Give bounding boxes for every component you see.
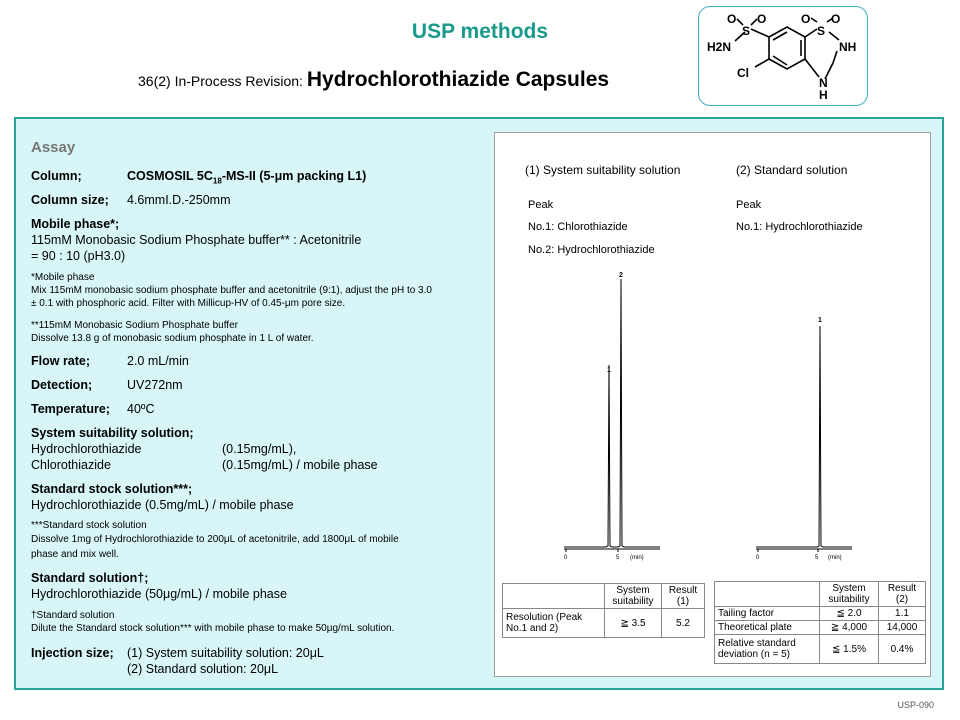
column-value-sub: 18 (212, 176, 222, 186)
detection-value: UV272nm (127, 378, 183, 392)
stock-value: Hydrochlorothiazide (0.5mg/mL) / mobile phase (31, 498, 294, 512)
table-header-cell: System suitability (820, 582, 879, 607)
chrom-left-tick-5: 5 (616, 555, 620, 561)
table-cell: ≦ 2.0 (820, 607, 879, 621)
table-cell: Tailing factor (715, 607, 820, 621)
column-value-post: -MS-II (5-μm packing L1) (221, 169, 367, 183)
atom-nh: NH (839, 40, 857, 54)
table-header-row (715, 582, 926, 607)
table-cell: ≦ 1.5% (820, 635, 879, 664)
chrom-left-peak-label-1: 1 (607, 367, 611, 374)
temperature-value: 40ºC (127, 402, 155, 416)
atom-s1: S (742, 24, 751, 38)
column-value (127, 169, 366, 186)
note-buffer-text: Dissolve 13.8 g of monobasic sodium phosphate in 1 L of water. (31, 333, 314, 344)
mobile-phase-label: Mobile phase*; (31, 217, 120, 231)
atom-nh2: H2N (707, 40, 732, 54)
table-cell (715, 582, 820, 607)
chrom-left-axis-unit: (min) (630, 555, 644, 561)
chrom-left-peak-heading: Peak (528, 199, 554, 211)
note-std-text: Dilute the Standard stock solution*** with mobile phase to make 50μg/mL solution. (31, 623, 395, 634)
table-header-row (503, 584, 705, 609)
table-row (715, 621, 926, 635)
note-stock-title: ***Standard stock solution (31, 520, 147, 531)
atom-cl: Cl (737, 66, 749, 80)
chromatogram-right (752, 310, 862, 565)
injection-value1: (1) System suitability solution: 20μL (127, 646, 324, 660)
table-cell: 14,000 (879, 621, 926, 635)
detection-label: Detection; (31, 378, 93, 392)
column-size-value: 4.6mmI.D.-250mm (127, 193, 231, 207)
chrom-right-tick-0: 0 (756, 555, 760, 561)
atom-o3: O (801, 12, 811, 26)
injection-value2: (2) Standard solution: 20μL (127, 662, 279, 676)
chrom-left-peak2: No.2: Hydrochlorothiazide (528, 244, 655, 256)
table-cell: Theoretical plate (715, 621, 820, 635)
note-stock-text2: phase and mix well. (31, 549, 119, 560)
stock-label: Standard stock solution***; (31, 482, 193, 496)
atom-h: H (819, 88, 828, 102)
table-cell: 0.4% (879, 635, 926, 664)
chrom-left-peak-label-2: 2 (619, 272, 623, 279)
chrom-right-tick-5: 5 (815, 555, 819, 561)
std-label: Standard solution†; (31, 571, 149, 585)
sss-item2-name: Chlorothiazide (31, 458, 111, 472)
table-header-cell: System suitability (605, 584, 662, 609)
injection-label: Injection size; (31, 646, 114, 660)
results-table-left (502, 583, 705, 638)
table-cell (503, 584, 605, 609)
atom-n: N (819, 76, 828, 90)
note-buffer-title: **115mM Monobasic Sodium Phosphate buffer (31, 320, 238, 331)
sss-item1-conc: (0.15mg/mL), (222, 442, 297, 456)
chromatogram-left (560, 265, 670, 565)
chrom-left-title: (1) System suitability solution (525, 163, 681, 177)
page-title: USP methods (411, 20, 549, 43)
sss-label: System suitability solution; (31, 426, 194, 440)
hydrochlorothiazide-structure (699, 7, 867, 105)
table-cell: ≧ 3.5 (605, 609, 662, 638)
table-cell: ≧ 4,000 (820, 621, 879, 635)
note-std-title: †Standard solution (31, 610, 115, 621)
column-value-pre: COSMOSIL 5C (127, 169, 213, 183)
chrom-left-peak1: No.1: Chlorothiazide (528, 221, 628, 233)
chrom-right-peak-label-1: 1 (818, 317, 822, 324)
note-mobile-text2: ± 0.1 with phosphoric acid. Filter with Millicup-HV of 0.45-μm pore size. (31, 298, 346, 309)
results-table-right (714, 581, 926, 664)
subtitle-prefix: 36(2) In-Process Revision: (138, 73, 307, 89)
note-mobile-text1: Mix 115mM monobasic sodium phosphate buffer and acetonitrile (9:1), adjust the pH to 3.0 (31, 285, 432, 296)
chrom-left-tick-0: 0 (564, 555, 568, 561)
table-header-cell: Result (2) (879, 582, 926, 607)
table-header-cell: Result (1) (662, 584, 705, 609)
chrom-right-peak-heading: Peak (736, 199, 762, 211)
column-size-label: Column size; (31, 193, 109, 207)
subtitle-main: Hydrochlorothiazide Capsules (306, 68, 610, 91)
table-row (715, 635, 926, 664)
chrom-left-trace (564, 279, 660, 547)
table-cell: Relative standard deviation (n = 5) (715, 635, 820, 664)
assay-heading: Assay (31, 139, 76, 156)
page-subtitle (138, 68, 609, 92)
note-stock-text1: Dissolve 1mg of Hydrochlorothiazide to 200μL of acetonitrile, add 1800μL of mobile (31, 534, 399, 545)
flow-rate-label: Flow rate; (31, 354, 91, 368)
sss-item2-conc: (0.15mg/mL) / mobile phase (222, 458, 378, 472)
mobile-phase-line1: 115mM Monobasic Sodium Phosphate buffer** : Acetonitrile (31, 233, 362, 247)
table-cell: Resolution (Peak No.1 and 2) (503, 609, 605, 638)
chrom-right-title: (2) Standard solution (736, 163, 848, 177)
std-value: Hydrochlorothiazide (50μg/mL) / mobile phase (31, 587, 287, 601)
flow-rate-value: 2.0 mL/min (127, 354, 189, 368)
atom-o2: O (757, 12, 767, 26)
atom-o1: O (727, 12, 737, 26)
document-code: USP-090 (897, 700, 934, 710)
table-cell: 5.2 (662, 609, 705, 638)
note-mobile-title: *Mobile phase (31, 272, 95, 283)
temperature-label: Temperature; (31, 402, 110, 416)
column-label: Column; (31, 169, 82, 183)
atom-s2: S (817, 24, 826, 38)
mobile-phase-line2: = 90 : 10 (pH3.0) (31, 249, 126, 263)
atom-o4: O (831, 12, 841, 26)
table-row (715, 607, 926, 621)
chemical-structure-box (698, 6, 868, 106)
chrom-right-axis-unit: (min) (828, 555, 842, 561)
table-row (503, 609, 705, 638)
table-cell: 1.1 (879, 607, 926, 621)
chrom-right-peak1: No.1: Hydrochlorothiazide (736, 221, 863, 233)
sss-item1-name: Hydrochlorothiazide (31, 442, 142, 456)
chrom-right-trace (756, 326, 852, 547)
